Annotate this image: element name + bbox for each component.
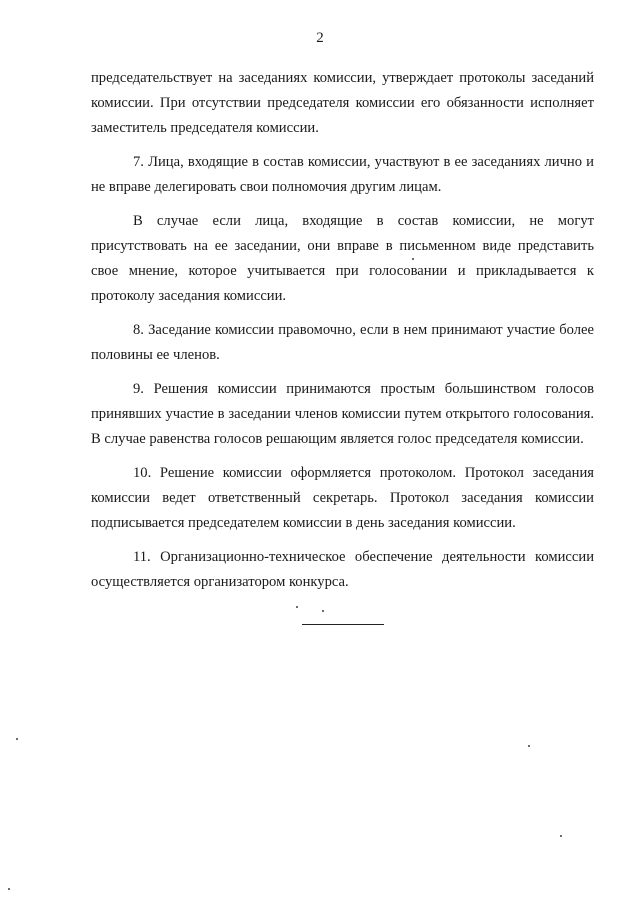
end-of-document-rule	[302, 624, 384, 625]
scan-speck	[528, 745, 530, 747]
paragraph-continuation: председательствует на заседаниях комиссии, утверждает протоколы заседаний комиссии. При отсутствии председателя комиссии его обязанности исполняет заместитель председателя комиссии.	[91, 70, 594, 136]
scan-speck	[296, 606, 298, 608]
scan-speck	[560, 835, 562, 837]
paragraph-item-8: 8. Заседание комиссии правомочно, если в нем принимают участие более половины ее членов.	[91, 322, 594, 363]
scan-speck	[412, 258, 414, 260]
paragraph-item-7: 7. Лица, входящие в состав комиссии, участвуют в ее заседаниях лично и не вправе делегировать свои полномочия другим лицам.	[91, 154, 594, 195]
paragraph-item-11: 11. Организационно-техническое обеспечение деятельности комиссии осуществляется организатором конкурса.	[91, 549, 594, 590]
paragraph-absence-clause: В случае если лица, входящие в состав комиссии, не могут присутствовать на ее заседании, они вправе в письменном виде представить свое мнение, которое учитывается при голосовании и прикладывается к протоколу заседания комиссии.	[91, 213, 594, 304]
page-number: 2	[316, 30, 324, 46]
scan-speck	[8, 888, 10, 890]
document-body	[91, 66, 594, 604]
scan-speck	[322, 610, 324, 612]
scan-speck	[16, 738, 18, 740]
paragraph-item-9: 9. Решения комиссии принимаются простым большинством голосов принявших участие в заседании членов комиссии путем открытого голосования. В случае равенства голосов решающим является голос председателя комиссии.	[91, 381, 594, 447]
paragraph-item-10: 10. Решение комиссии оформляется протоколом. Протокол заседания комиссии ведет ответственный секретарь. Протокол заседания комиссии подписывается председателем комиссии в день заседания комиссии.	[91, 465, 594, 531]
